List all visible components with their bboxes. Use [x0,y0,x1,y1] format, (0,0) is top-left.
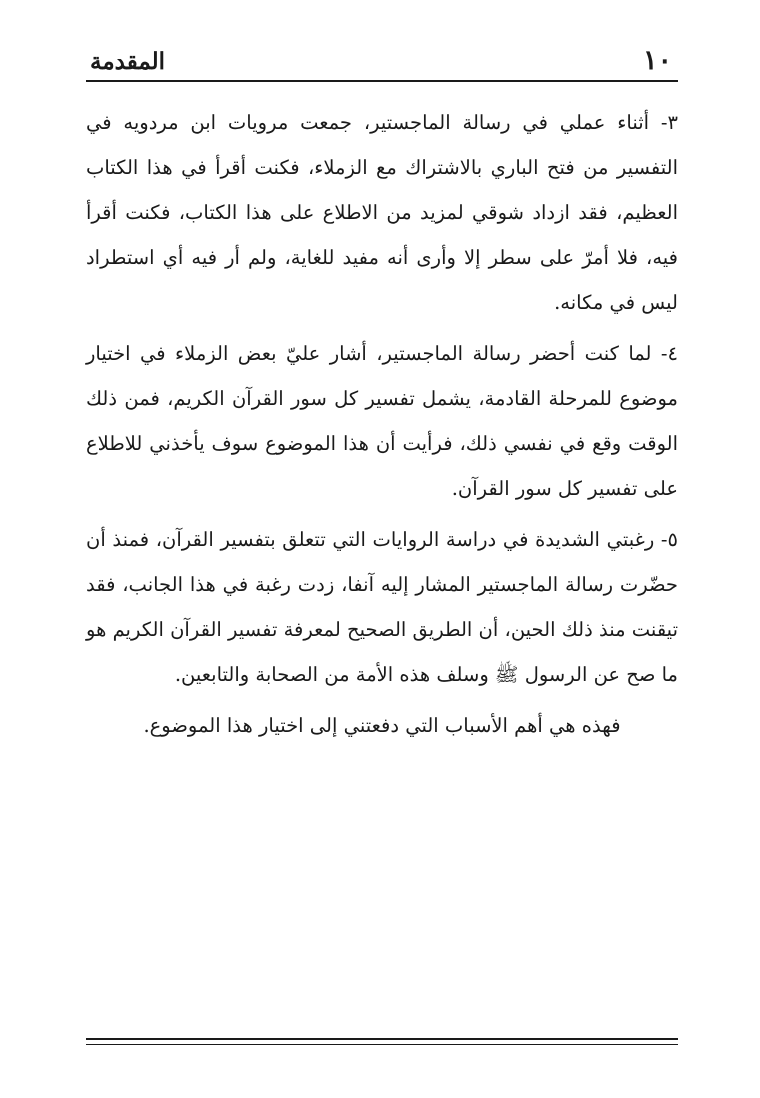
page-number: ١٠ [642,45,672,76]
footer-rule-thin [86,1044,678,1045]
footer-rules [86,1038,678,1045]
footer-rule-thick [86,1038,678,1040]
paragraph-4: ٤- لما كنت أحضر رسالة الماجستير، أشار عليّ بعض الزملاء في اختيار موضوع للمرحلة القادمة، يشمل تفسير كل سور القرآن الكريم، فمن ذلك الوقت وقع في نفسي ذلك، فرأيت أن هذا الموضوع سوف يأخذني للاطلاع على تفسير كل سور القرآن. [86,342,678,500]
running-title: المقدمة [90,48,166,75]
paragraph-3: ٣- أثناء عملي في رسالة الماجستير، جمعت مرويات ابن مردويه في التفسير من فتح الباري بالاشتراك مع الزملاء، فكنت أقرأ في هذا الكتاب العظيم، فقد ازداد شوقي لمزيد من الاطلاع على هذا الكتاب، فكنت أقرأ فيه، فلا أمرّ على سطر إلا وأرى أنه مفيد للغاية، ولم أر فيه أي استطراد ليس في مكانه. [86,111,678,314]
closing-sentence: فهذه هي أهم الأسباب التي دفعتني إلى اختيار هذا الموضوع. [143,714,621,737]
header-rule [86,80,678,82]
page-header [86,40,678,84]
paragraph-5: ٥- رغبتي الشديدة في دراسة الروايات التي تتعلق بتفسير القرآن، فمنذ أن حضّرت رسالة الماجستير المشار إليه آنفا، زدت رغبة في هذا الجانب، فقد تيقنت منذ ذلك الحين، أن الطريق الصحيح لمعرفة تفسير القرآن الكريم هو ما صح عن الرسول ﷺ وسلف هذه الأمة من الصحابة والتابعين. [86,528,678,686]
body-text [86,100,678,748]
